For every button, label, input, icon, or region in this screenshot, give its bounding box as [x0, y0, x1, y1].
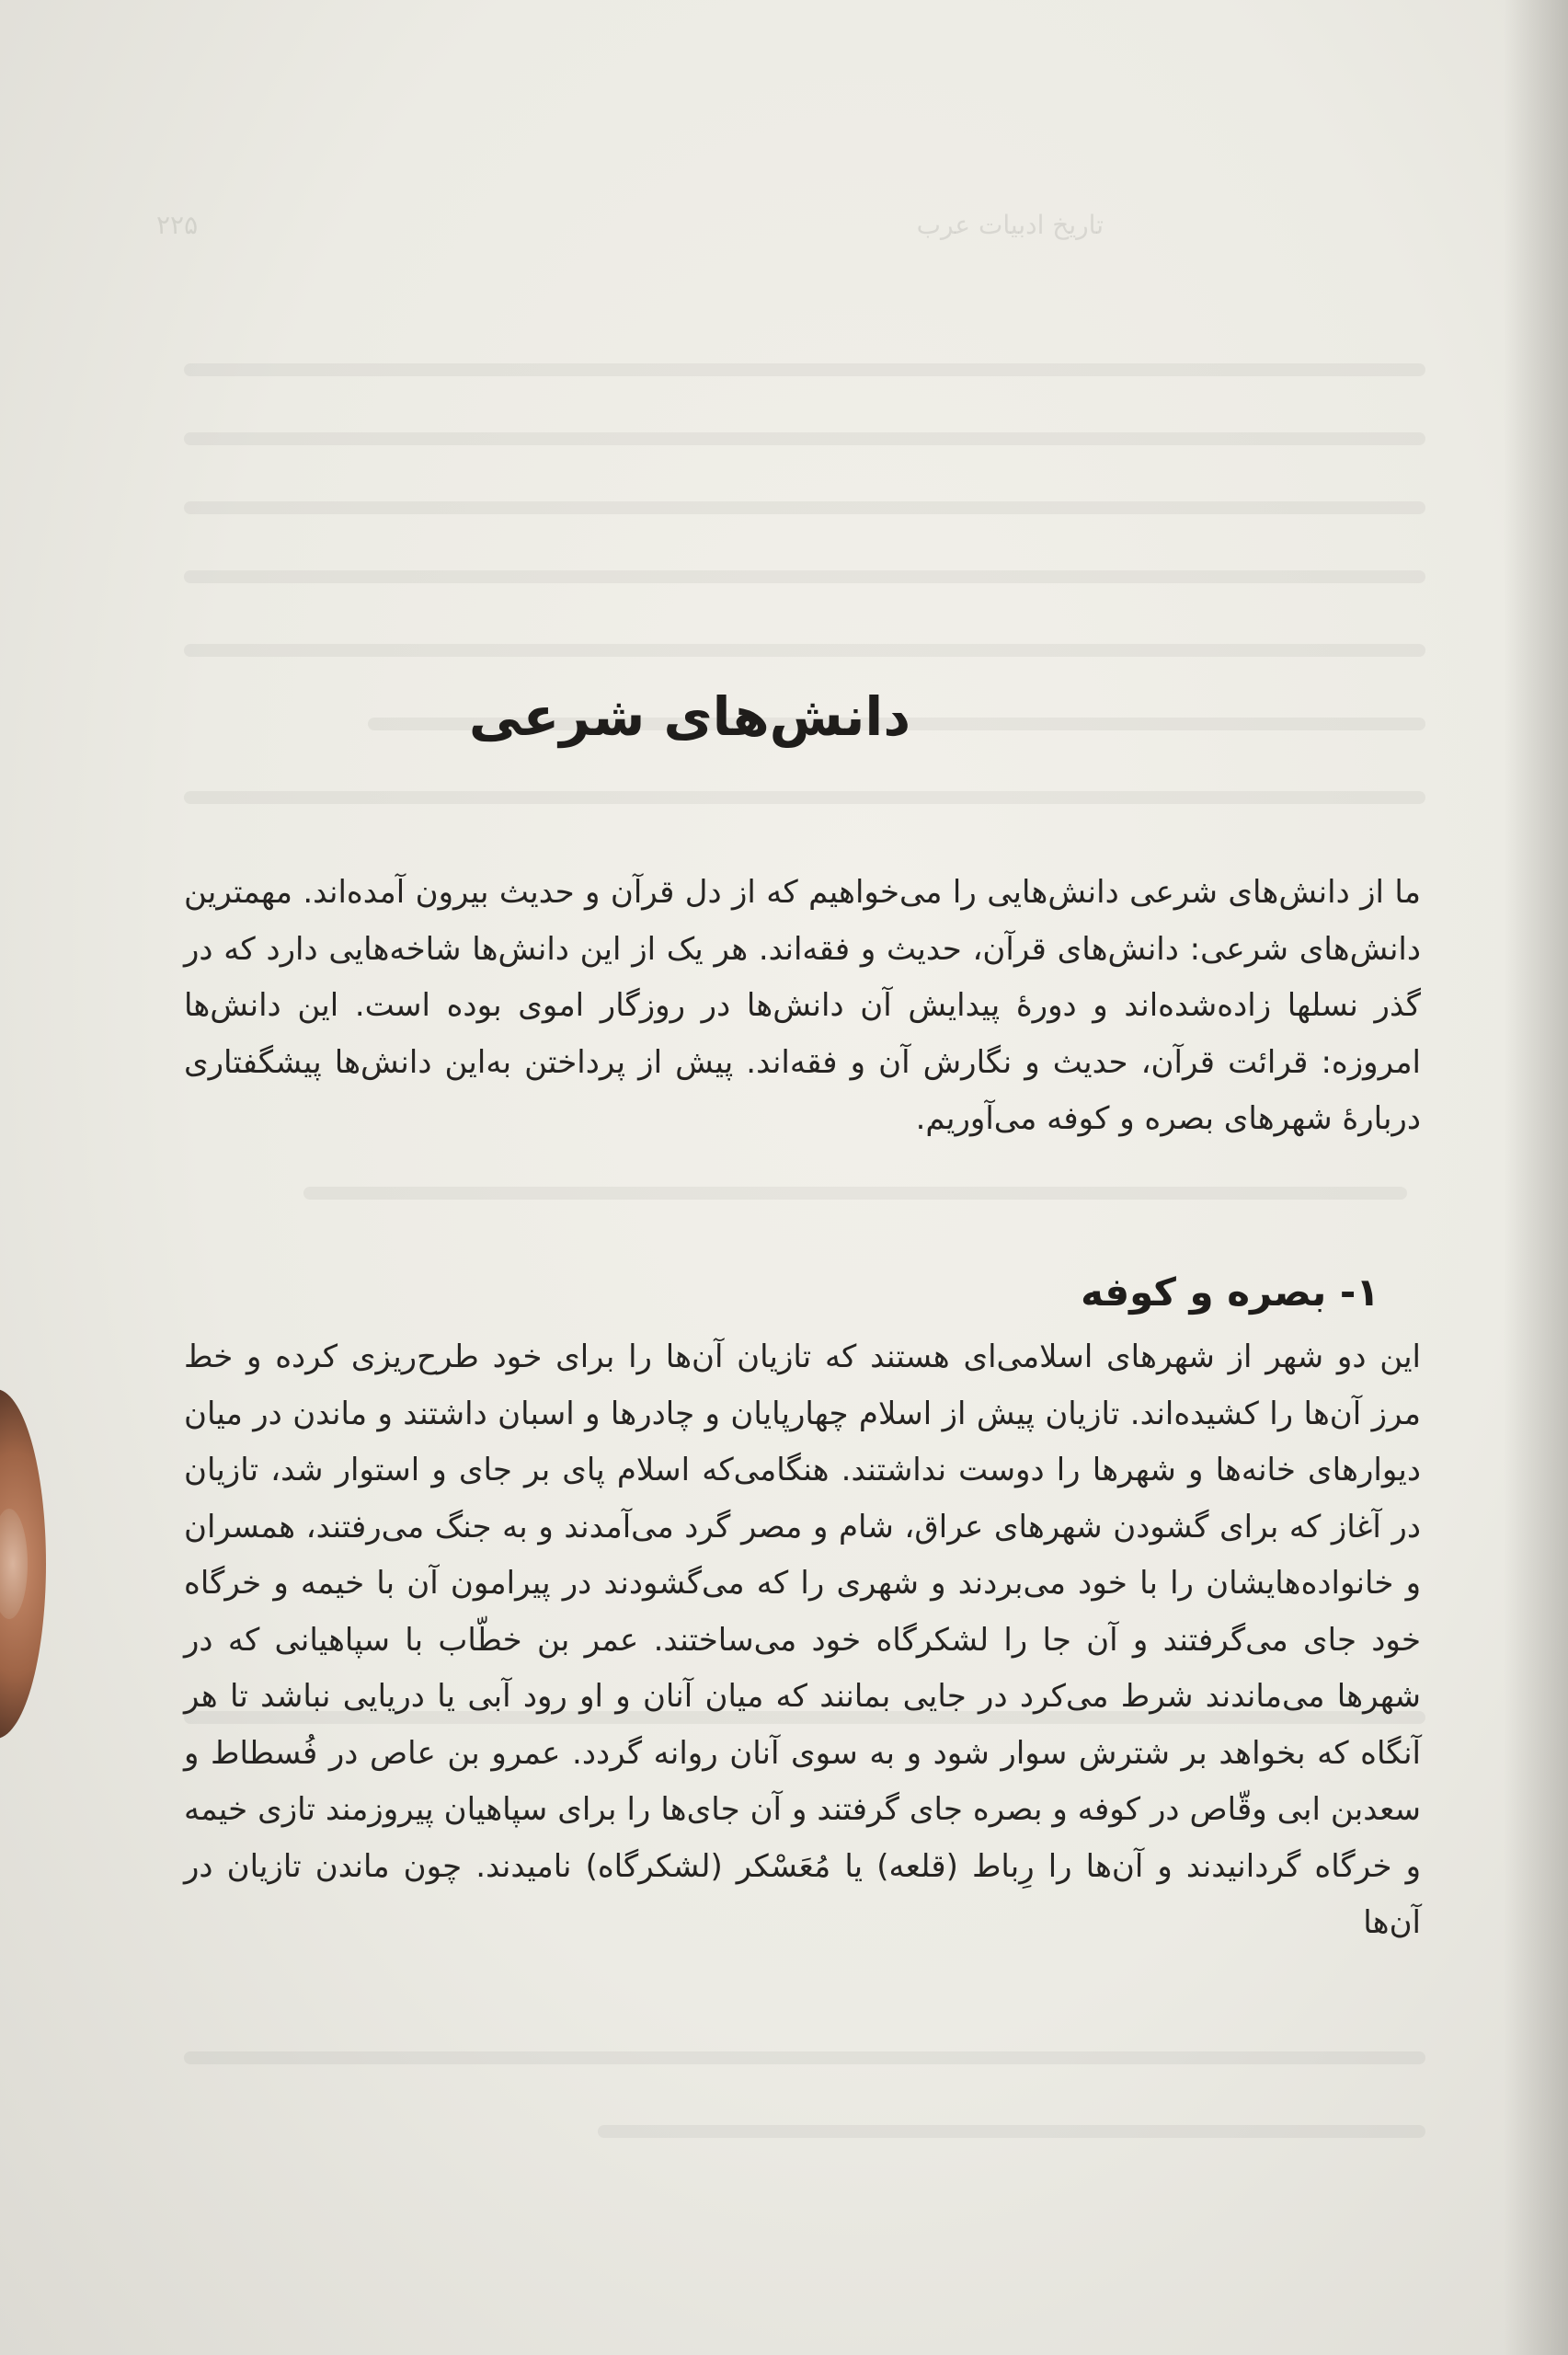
- page-curl-shadow: [1504, 0, 1568, 2355]
- running-header-title: تاریخ ادبیات عرب: [916, 210, 1104, 240]
- section-heading: ۱- بصره و کوفه: [1081, 1269, 1379, 1315]
- chapter-title: دانش‌های شرعی: [468, 685, 911, 748]
- intro-paragraph: ما از دانش‌های شرعی دانش‌هایی را می‌خواهیم که از دل قرآن و حدیث بیرون آمده‌اند. مهمترین دانش‌های شرعی: دانش‌های قرآن، حدیث و فقه‌اند. هر یک از این دانش‌ها شاخه‌هایی دارد که در گذر نسلها زاده‌شده‌اند و دورهٔ پیدایش آن دانش‌ها در روزگار اموی بوده است. این دانش‌ها امروزه: قرائت قرآن، حدیث و نگارش آن و فقه‌اند. پیش از پرداختن به‌این دانش‌ها پیشگفتاری دربارهٔ شهرهای بصره و کوفه می‌آوریم.: [184, 874, 1421, 1137]
- page-number: ۲۲۵: [156, 210, 199, 240]
- section-paragraph: این دو شهر از شهرهای اسلامی‌ای هستند که تازیان آن‌ها را برای خود طرح‌ریزی کرده و خط مرز آن‌ها را کشیده‌اند. تازیان پیش از اسلام چهارپایان و چادرها و اسبان داشتند و ماندن در میان دیوارهای خانه‌ها و شهرها را دوست نداشتند. هنگامی‌که اسلام پای بر جای و استوار شد، تازیان در آغاز که برای گشودن شهرهای عراق، شام و مصر گرد می‌آمدند و به جنگ می‌رفتند، همسران و خانواده‌هایشان را با خود می‌بردند و شهری را که می‌گشودند در پیرامون آن با خیمه و خرگاه خود جای می‌گرفتند و آن جا را لشکرگاه خود می‌ساختند. عمر بن خطّاب با سپاهیانی که در شهرها می‌ماندند شرط می‌کرد در جایی بمانند که میان آنان و او رود آبی یا دریایی نباشد تا هر آنگاه که بخواهد بر شترش سوار شود و به سوی آنان روانه گردد. عمرو بن عاص در فُسطاط و سعدبن ابی وقّاص در کوفه و بصره جای گرفتند و آن جای‌ها را برای سپاهیان پیروزمند تازی خیمه و خرگاه گردانیدند و آن‌ها را رِباط (قلعه) یا مُعَسْکر (لشکرگاه) نامیدند. چون ماندن تازیان در آن‌ها: [184, 1338, 1421, 1941]
- running-header: [156, 210, 1315, 247]
